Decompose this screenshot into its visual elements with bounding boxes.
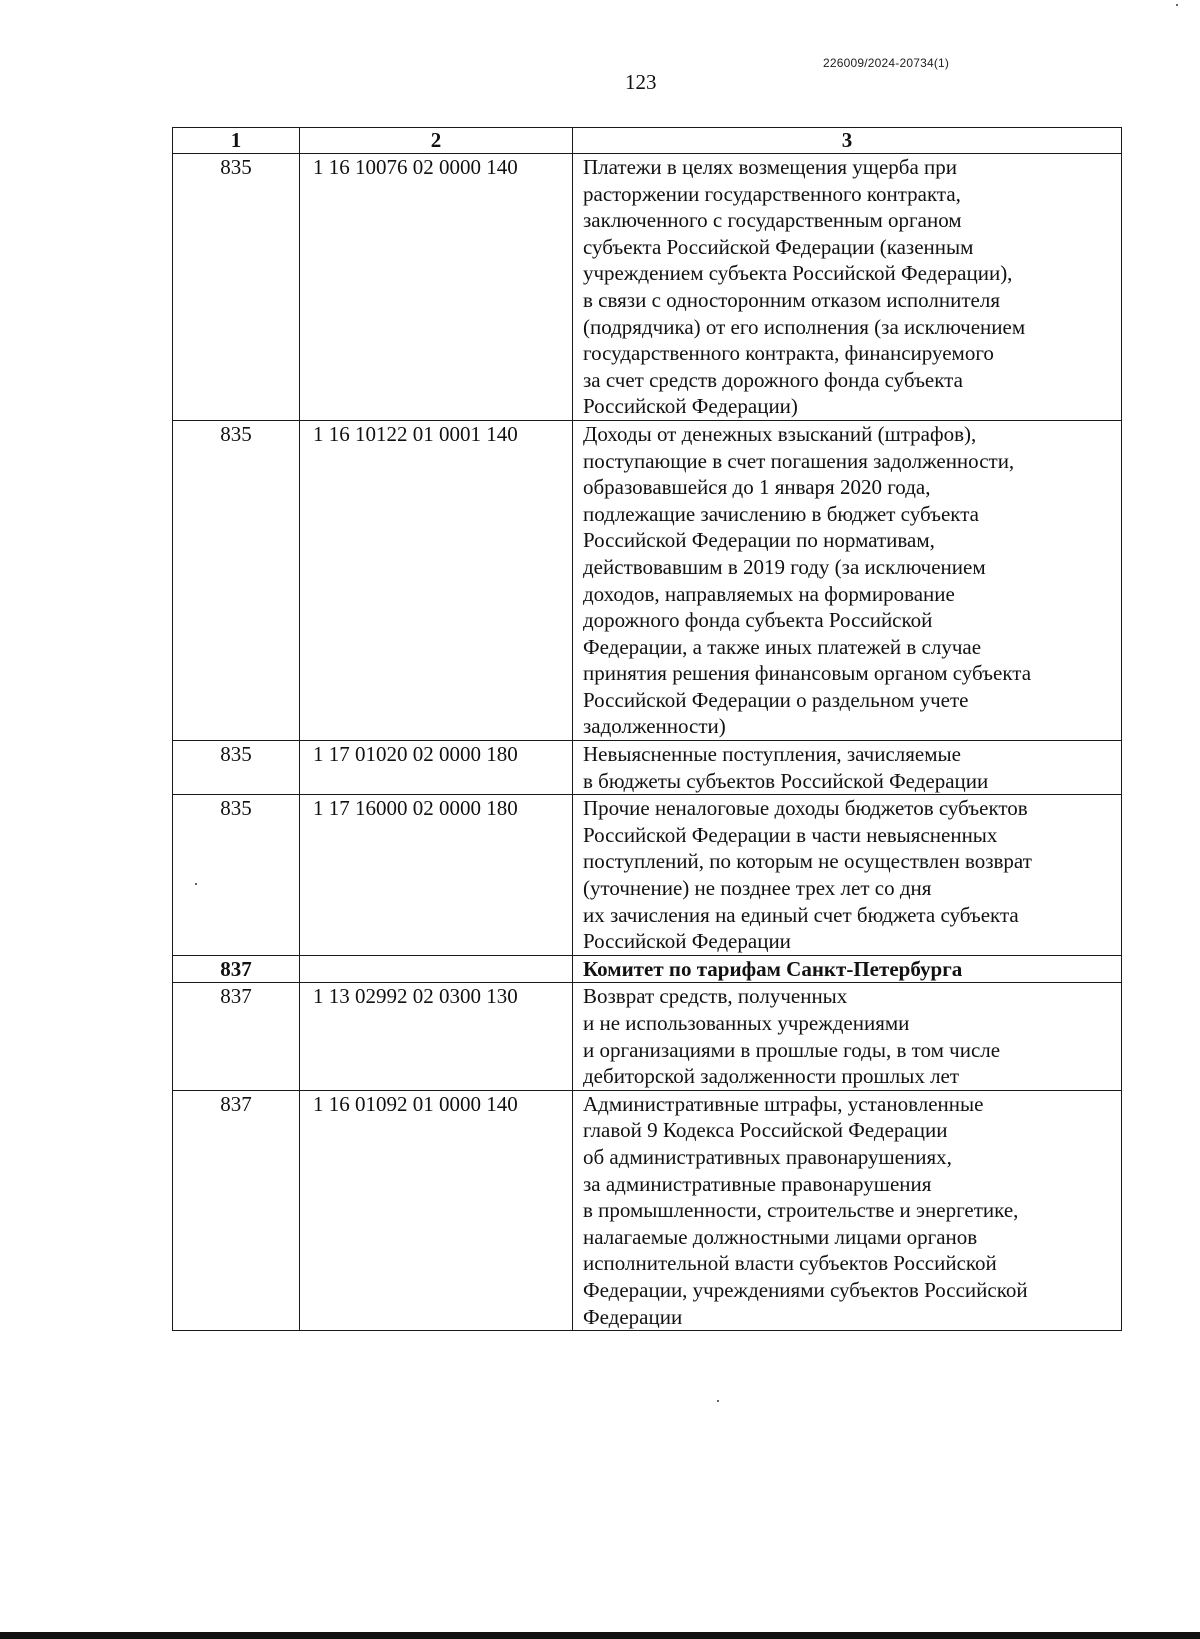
budget-classification-code-cell: 1 13 02992 02 0300 130 xyxy=(300,983,573,1090)
description-line: действовавшим в 2019 году (за исключением xyxy=(583,554,986,579)
description-line: в бюджеты субъектов Российской Федерации xyxy=(583,768,989,793)
budget-classification-code-cell: 1 17 01020 02 0000 180 xyxy=(300,741,573,795)
column-header-2: 2 xyxy=(300,128,573,154)
description-line: исполнительной власти субъектов Российской xyxy=(583,1251,997,1276)
scan-edge-bar xyxy=(0,1632,1200,1639)
description-line: Комитет по тарифам Санкт-Петербурга xyxy=(583,956,963,981)
description-line: Российской Федерации) xyxy=(583,394,798,419)
description-line: принятия решения финансовым органом субъекта xyxy=(583,661,1032,686)
scan-speck xyxy=(195,883,197,885)
description-line: образовавшейся до 1 января 2020 года, xyxy=(583,475,931,500)
table-row xyxy=(173,741,1122,795)
scan-speck xyxy=(1176,4,1178,6)
budget-classification-code-cell: 1 16 10076 02 0000 140 xyxy=(300,154,573,421)
description-line: дорожного фонда субъекта Российской xyxy=(583,608,933,633)
description-line: и не использованных учреждениями xyxy=(583,1011,910,1035)
description-line: за административные правонарушения xyxy=(583,1171,932,1196)
description-line: Российской Федерации xyxy=(583,929,791,954)
income-description-cell xyxy=(573,154,1122,421)
description-line: за счет средств дорожного фонда субъекта xyxy=(583,367,963,392)
column-header-1: 1 xyxy=(173,128,300,154)
table-row xyxy=(173,795,1122,956)
budget-classification-code-cell xyxy=(300,955,573,983)
description-line: и организациями в прошлые годы, в том числе xyxy=(583,1037,1001,1062)
description-line: Федерации, учреждениями субъектов Российской xyxy=(583,1277,1028,1302)
description-line: Административные штрафы, установленные xyxy=(583,1091,984,1116)
admin-code-cell: 835 xyxy=(173,154,300,421)
description-line: субъекта Российской Федерации (казенным xyxy=(583,234,974,259)
table-row xyxy=(173,955,1122,983)
description-line: (подрядчика) от его исполнения (за исключением xyxy=(583,314,1026,339)
description-line: Невыясненные поступления, зачисляемые xyxy=(583,742,961,767)
description-line: главой 9 Кодекса Российской Федерации xyxy=(583,1118,948,1143)
description-line: Федерации xyxy=(583,1304,683,1329)
description-line: налагаемые должностными лицами органов xyxy=(583,1224,978,1249)
page-number: 123 xyxy=(625,70,657,94)
income-description-cell xyxy=(573,741,1122,795)
budget-classification-code-cell: 1 16 10122 01 0001 140 xyxy=(300,420,573,740)
income-description-cell xyxy=(573,1090,1122,1330)
table-row xyxy=(173,1090,1122,1330)
document-id: 226009/2024-20734(1) xyxy=(823,56,950,70)
description-line: учреждением субъекта Российской Федерации), xyxy=(583,261,1013,286)
description-line: в связи с односторонним отказом исполнителя xyxy=(583,287,1000,312)
description-line: расторжении государственного контракта, xyxy=(583,181,961,206)
income-description-cell xyxy=(573,955,1122,983)
income-description-cell xyxy=(573,420,1122,740)
income-description-cell xyxy=(573,983,1122,1090)
description-line: Возврат средств, полученных xyxy=(583,984,848,1009)
description-line: дебиторской задолженности прошлых лет xyxy=(583,1064,960,1089)
admin-code-cell: 835 xyxy=(173,420,300,740)
table-row xyxy=(173,154,1122,421)
description-line: Федерации, а также иных платежей в случае xyxy=(583,634,982,659)
description-line: Доходы от денежных взысканий (штрафов), xyxy=(583,421,977,446)
description-line: доходов, направляемых на формирование xyxy=(583,581,955,606)
description-line: об административных правонарушениях, xyxy=(583,1144,952,1169)
description-line: (уточнение) не позднее трех лет со дня xyxy=(583,876,932,901)
admin-code-cell: 837 xyxy=(173,1090,300,1330)
description-line: заключенного с государственным органом xyxy=(583,208,962,233)
admin-code-cell: 835 xyxy=(173,741,300,795)
admin-code-cell: 835 xyxy=(173,795,300,956)
description-line: Российской Федерации по нормативам, xyxy=(583,528,935,553)
budget-classification-code-cell: 1 17 16000 02 0000 180 xyxy=(300,795,573,956)
description-line: поступлений, по которым не осуществлен возврат xyxy=(583,849,1032,874)
description-line: подлежащие зачислению в бюджет субъекта xyxy=(583,501,979,526)
table-body xyxy=(173,154,1122,1331)
admin-code-cell: 837 xyxy=(173,983,300,1090)
table-row xyxy=(173,983,1122,1090)
description-line: Российской Федерации о раздельном учете xyxy=(583,687,969,712)
description-line: Прочие неналоговые доходы бюджетов субъектов xyxy=(583,796,1028,821)
budget-classification-code-cell: 1 16 01092 01 0000 140 xyxy=(300,1090,573,1330)
column-header-3: 3 xyxy=(573,128,1122,154)
table-header xyxy=(173,128,1122,154)
description-line: в промышленности, строительстве и энергетике, xyxy=(583,1198,1019,1223)
description-line: Платежи в целях возмещения ущерба при xyxy=(583,155,958,179)
table-row xyxy=(173,420,1122,740)
description-line: поступающие в счет погашения задолженности, xyxy=(583,448,1015,473)
income-description-cell xyxy=(573,795,1122,956)
description-line: их зачисления на единый счет бюджета субъекта xyxy=(583,902,1019,927)
scan-speck xyxy=(717,1400,719,1402)
header-row xyxy=(173,128,1122,154)
budget-codes-table xyxy=(172,127,1122,1331)
description-line: задолженности) xyxy=(583,714,726,739)
description-line: Российской Федерации в части невыясненных xyxy=(583,822,998,847)
description-line: государственного контракта, финансируемого xyxy=(583,341,994,366)
admin-code-cell: 837 xyxy=(173,955,300,983)
